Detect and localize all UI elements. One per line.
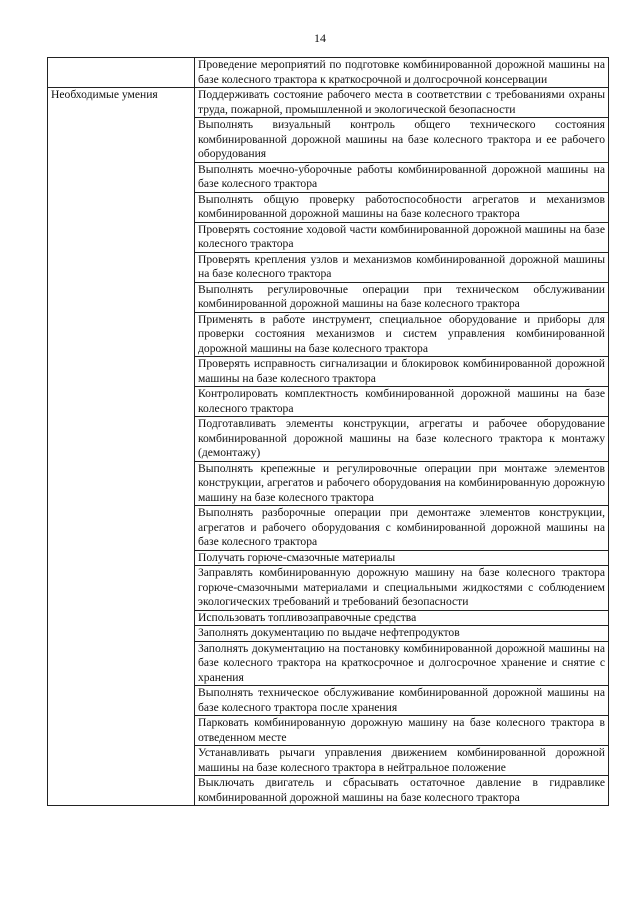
skill-item: Получать горюче-смазочные материалы: [195, 550, 609, 566]
skill-item: Выполнять крепежные и регулировочные операции при монтаже элементов конструкции, агрегатов и рабочего оборудования на комбинированную дорожную машину на базе колесного трактора: [195, 461, 609, 506]
section-label-cell: [48, 686, 195, 716]
skill-item: Заполнять документацию на постановку комбинированной дорожной машины на базе колесного трактора на краткосрочное и долгосрочное хранение и снятие с хранения: [195, 641, 609, 686]
section-label-cell: [48, 461, 195, 506]
table-row: [48, 118, 609, 163]
table-row: [48, 776, 609, 806]
section-label-cell: [48, 357, 195, 387]
section-label-cell: [48, 641, 195, 686]
section-label-cell: [48, 776, 195, 806]
skill-item: Выполнять техническое обслуживание комбинированной дорожной машины на базе колесного трактора после хранения: [195, 686, 609, 716]
section-label-cell: [48, 417, 195, 462]
table-row: [48, 387, 609, 417]
table-row: [48, 566, 609, 611]
section-label-cell: [48, 566, 195, 611]
table-row: [48, 252, 609, 282]
section-label-cell: [48, 222, 195, 252]
skills-table: [47, 57, 609, 806]
table-row: [48, 357, 609, 387]
skill-item: Поддерживать состояние рабочего места в соответствии с требованиями охраны труда, пожарной, промышленной и экологической безопасности: [195, 88, 609, 118]
skill-item: Выполнять общую проверку работоспособности агрегатов и механизмов комбинированной дорожной машины на базе колесного трактора: [195, 192, 609, 222]
section-label-cell: [48, 118, 195, 163]
skill-item: Устанавливать рычаги управления движением комбинированной дорожной машины на базе колесного трактора в нейтральное положение: [195, 746, 609, 776]
table-row: [48, 610, 609, 626]
section-label-cell: [48, 716, 195, 746]
skill-item: Использовать топливозаправочные средства: [195, 610, 609, 626]
table-row: [48, 58, 609, 88]
table-row: [48, 192, 609, 222]
table-row: [48, 162, 609, 192]
skill-item: Парковать комбинированную дорожную машину на базе колесного трактора в отведенном месте: [195, 716, 609, 746]
table-row: [48, 716, 609, 746]
table-row: [48, 746, 609, 776]
table-row: [48, 282, 609, 312]
section-label-cell: [48, 312, 195, 357]
section-label-cell: [48, 506, 195, 551]
skill-item: Заполнять документацию по выдаче нефтепродуктов: [195, 626, 609, 642]
section-label-cell: [48, 746, 195, 776]
skill-item: Выполнять регулировочные операции при техническом обслуживании комбинированной дорожной машины на базе колесного трактора: [195, 282, 609, 312]
skill-item: Проверять состояние ходовой части комбинированной дорожной машины на базе колесного трактора: [195, 222, 609, 252]
section-label-cell: [48, 550, 195, 566]
table-row: [48, 222, 609, 252]
skills-table-body: [48, 58, 609, 806]
page-number: 14: [314, 31, 326, 45]
table-row: [48, 88, 609, 118]
table-row: [48, 626, 609, 642]
table-row: [48, 686, 609, 716]
skill-item: Контролировать комплектность комбинированной дорожной машины на базе колесного трактора: [195, 387, 609, 417]
table-row: [48, 461, 609, 506]
section-label-cell: [48, 252, 195, 282]
table-row: [48, 417, 609, 462]
section-label-cell: [48, 387, 195, 417]
table-row: [48, 550, 609, 566]
section-label-cell: [48, 610, 195, 626]
skill-item: Выполнять визуальный контроль общего технического состояния комбинированной дорожной машины на базе колесного трактора и ее рабочего оборудования: [195, 118, 609, 163]
skill-item: Подготавливать элементы конструкции, агрегаты и рабочее оборудование комбинированной дорожной машины на базе колесного трактора к монтажу (демонтажу): [195, 417, 609, 462]
section-label-cell: [48, 162, 195, 192]
skill-item: Проведение мероприятий по подготовке комбинированной дорожной машины на базе колесного трактора к краткосрочной и долгосрочной консервации: [195, 58, 609, 88]
section-label-cell: [48, 192, 195, 222]
section-label-cell: [48, 626, 195, 642]
table-row: [48, 312, 609, 357]
skill-item: Выполнять разборочные операции при демонтаже элементов конструкции, агрегатов и рабочего оборудования с комбинированной дорожной машины на базе колесного трактора: [195, 506, 609, 551]
table-row: [48, 641, 609, 686]
skill-item: Заправлять комбинированную дорожную машину на базе колесного трактора горюче-смазочными материалами и специальными жидкостями с соблюдением экологических требований и требований безопасности: [195, 566, 609, 611]
section-label: Необходимые умения: [48, 88, 195, 118]
skill-item: Проверять исправность сигнализации и блокировок комбинированной дорожной машины на базе колесного трактора: [195, 357, 609, 387]
skill-item: Проверять крепления узлов и механизмов комбинированной дорожной машины на базе колесного трактора: [195, 252, 609, 282]
skill-item: Выключать двигатель и сбрасывать остаточное давление в гидравлике комбинированной дорожной машины на базе колесного трактора: [195, 776, 609, 806]
table-row: [48, 506, 609, 551]
skill-item: Выполнять моечно-уборочные работы комбинированной дорожной машины на базе колесного трактора: [195, 162, 609, 192]
section-label-cell: [48, 58, 195, 88]
section-label-cell: [48, 282, 195, 312]
skill-item: Применять в работе инструмент, специальное оборудование и приборы для проверки состояния механизмов и систем управления комбинированной дорожной машины на базе колесного трактора: [195, 312, 609, 357]
